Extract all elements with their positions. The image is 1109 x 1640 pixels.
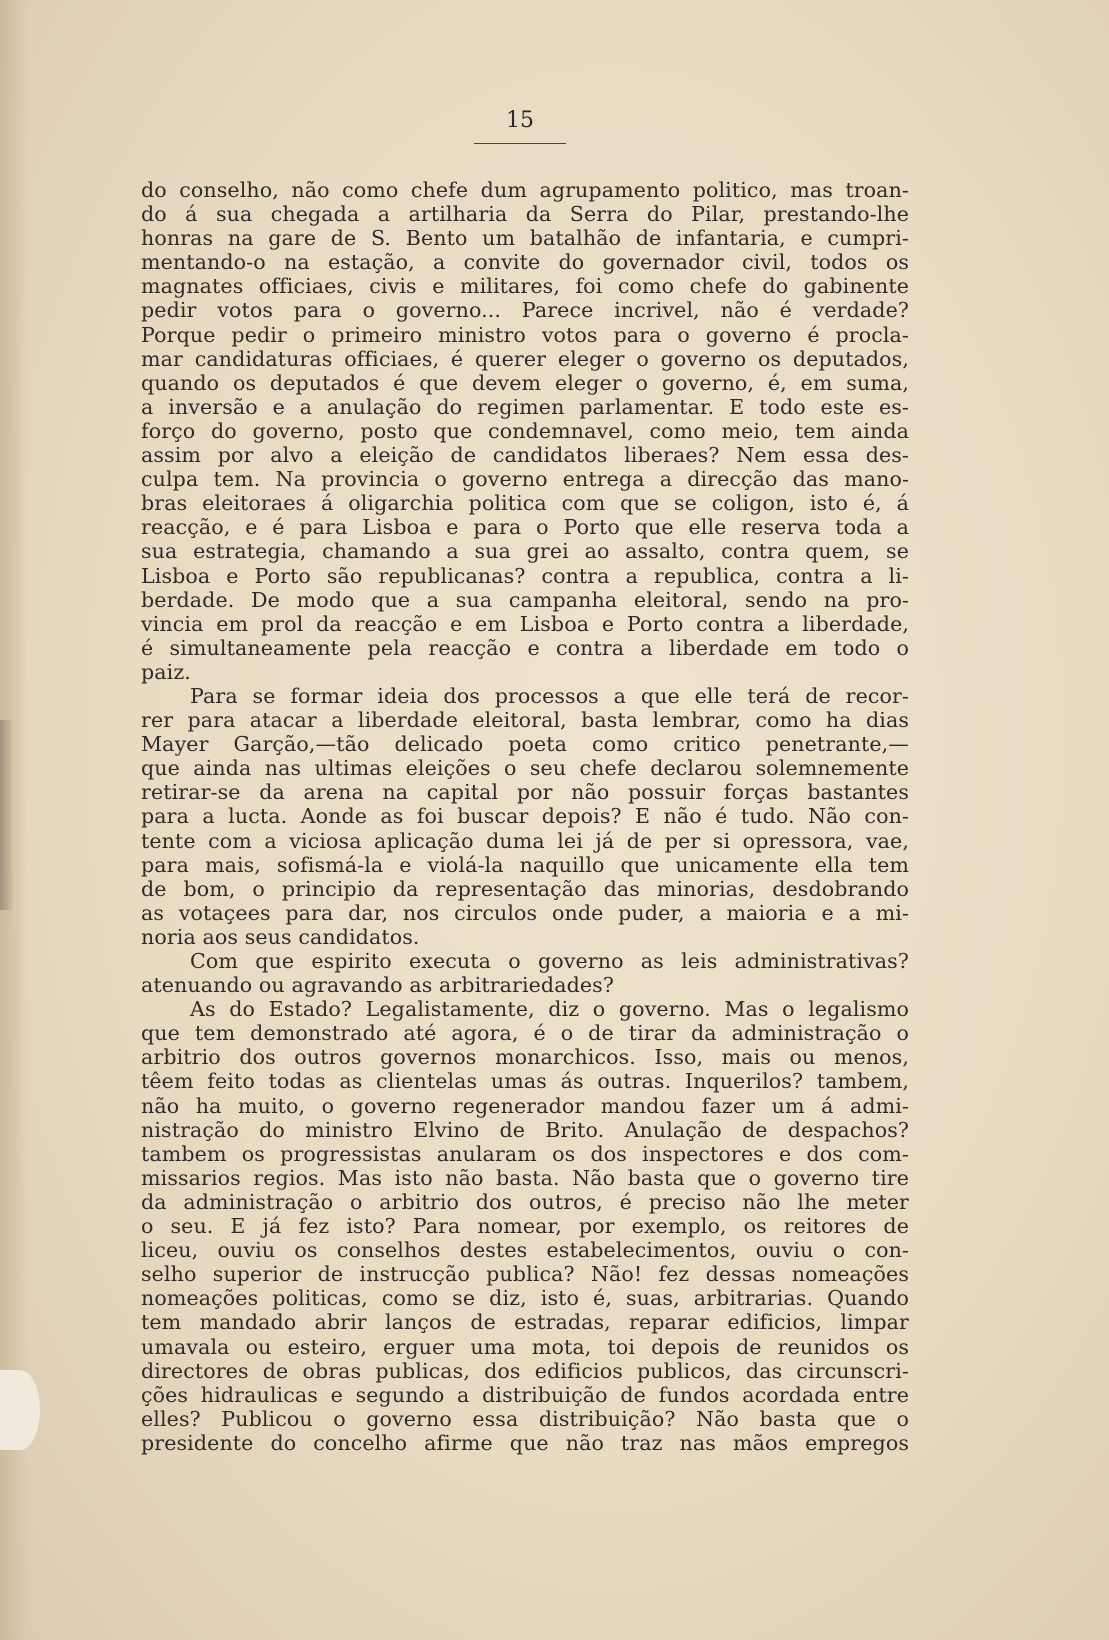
body-text — [141, 178, 909, 1455]
text-line: de bom, o principio da representação das minorias, desdobrando — [141, 876, 909, 901]
text-line: Porque pedir o primeiro ministro votos para o governo é procla- — [141, 322, 909, 347]
text-line: quando os deputados é que devem eleger o governo, é, em suma, — [141, 370, 909, 395]
text-line: tem mandado abrir lanços de estradas, reparar edificios, limpar — [141, 1310, 909, 1335]
text-line: tente com a viciosa aplicação duma lei já de per si opressora, vae, — [141, 828, 909, 853]
text-line: do á sua chegada a artilharia da Serra do Pilar, prestando-lhe — [141, 202, 909, 227]
text-line: sua estrategia, chamando a sua grei ao assalto, contra quem, se — [141, 539, 909, 564]
text-line: Mayer Garção,—tão delicado poeta como critico penetrante,— — [141, 732, 909, 757]
text-line: da administração o arbitrio dos outros, é preciso não lhe meter — [141, 1189, 909, 1214]
text-line: elles? Publicou o governo essa distribuição? Não basta que o — [141, 1406, 909, 1431]
text-line: que tem demonstrado até agora, é o de tirar da administração o — [141, 1021, 909, 1046]
text-line: arbitrio dos outros governos monarchicos. Isso, mais ou menos, — [141, 1045, 909, 1070]
text-line: honras na gare de S. Bento um batalhão de infantaria, e cumpri- — [141, 226, 909, 251]
text-line: para a lucta. Aonde as foi buscar depois? E não é tudo. Não con- — [141, 804, 909, 829]
text-line: bras eleitoraes á oligarchia politica com que se coligon, isto é, á — [141, 491, 909, 516]
page-edge-stain — [0, 720, 14, 910]
text-line: directores de obras publicas, dos edificios publicos, das circunscri- — [141, 1358, 909, 1383]
text-line: Com que espirito executa o governo as leis administrativas? — [190, 949, 909, 973]
text-line: paiz. — [141, 659, 191, 684]
text-line: magnates officiaes, civis e militares, foi como chefe do gabinente — [141, 274, 909, 299]
text-line: nistração do ministro Elvino de Brito. Anulação de despachos? — [141, 1117, 909, 1142]
text-line: berdade. De modo que a sua campanha eleitoral, sendo na pro- — [141, 587, 909, 612]
text-line: mar candidaturas officiaes, é querer eleger o governo os deputados, — [141, 346, 909, 371]
text-line: rer para atacar a liberdade eleitoral, basta lembrar, como ha dias — [141, 708, 909, 733]
text-line: As do Estado? Legalistamente, diz o governo. Mas o legalismo — [190, 997, 909, 1022]
text-line: pedir votos para o governo... Parece incrivel, não é verdade? — [141, 298, 909, 323]
text-line: nomeações politicas, como se diz, isto é, suas, arbitrarias. Quando — [141, 1286, 909, 1311]
text-line: mentando-o na estação, a convite do governador civil, todos os — [141, 250, 909, 275]
text-line: é simultaneamente pela reacção e contra a liberdade em todo o — [141, 635, 909, 660]
text-line: do conselho, não como chefe dum agrupamento politico, mas troan- — [141, 178, 909, 202]
text-line: que ainda nas ultimas eleições o seu chefe declarou solemnemente — [141, 756, 909, 781]
text-line: Lisboa e Porto são republicanas? contra a republica, contra a li- — [141, 563, 909, 588]
text-line: a inversão e a anulação do regimen parlamentar. E todo este es- — [141, 394, 909, 419]
text-line: tambem os progressistas anularam os dos inspectores e dos com- — [141, 1141, 909, 1166]
text-line: forço do governo, posto que condemnavel, como meio, tem ainda — [141, 418, 909, 443]
text-line: culpa tem. Na provincia o governo entrega a direcção das mano- — [141, 467, 909, 492]
page-number-rule — [474, 143, 566, 144]
text-line: o seu. E já fez isto? Para nomear, por exemplo, os reitores de — [141, 1214, 909, 1239]
text-line: Para se formar ideia dos processos a que elle terá de recor- — [190, 683, 909, 708]
text-line: as votaçees para dar, nos circulos onde puder, a maioria e a mi- — [141, 900, 909, 925]
text-line: vincia em prol da reacção e em Lisboa e Porto contra a liberdade, — [141, 611, 909, 636]
text-line: para mais, sofismá-la e violá-la naquillo que unicamente ella tem — [141, 852, 909, 877]
page-number: 15 — [506, 108, 534, 133]
text-line: liceu, ouviu os conselhos destes estabelecimentos, ouviu o con- — [141, 1238, 909, 1263]
text-line: missarios regios. Mas isto não basta. Não basta que o governo tire — [141, 1165, 909, 1190]
text-line: reacção, e é para Lisboa e para o Porto que elle reserva toda a — [141, 515, 909, 540]
text-line: atenuando ou agravando as arbitrariedades? — [141, 973, 614, 998]
text-line: selho superior de instrucção publica? Não! fez dessas nomeações — [141, 1262, 909, 1287]
text-line: noria aos seus candidatos. — [141, 924, 420, 949]
text-line: têem feito todas as clientelas umas ás outras. Inquerilos? tambem, — [141, 1069, 909, 1094]
text-line: assim por alvo a eleição de candidatos liberaes? Nem essa des- — [141, 443, 909, 468]
text-line: presidente do concelho afirme que não traz nas mãos empregos — [141, 1430, 909, 1455]
text-line: umavala ou esteiro, erguer uma mota, toi depois de reunidos os — [141, 1334, 909, 1359]
text-line: ções hidraulicas e segundo a distribuição de fundos acordada entre — [141, 1382, 909, 1407]
text-line: não ha muito, o governo regenerador mandou fazer um á admi- — [141, 1093, 909, 1118]
text-line: retirar-se da arena na capital por não possuir forças bastantes — [141, 780, 909, 805]
page-edge-tear — [0, 1370, 40, 1450]
